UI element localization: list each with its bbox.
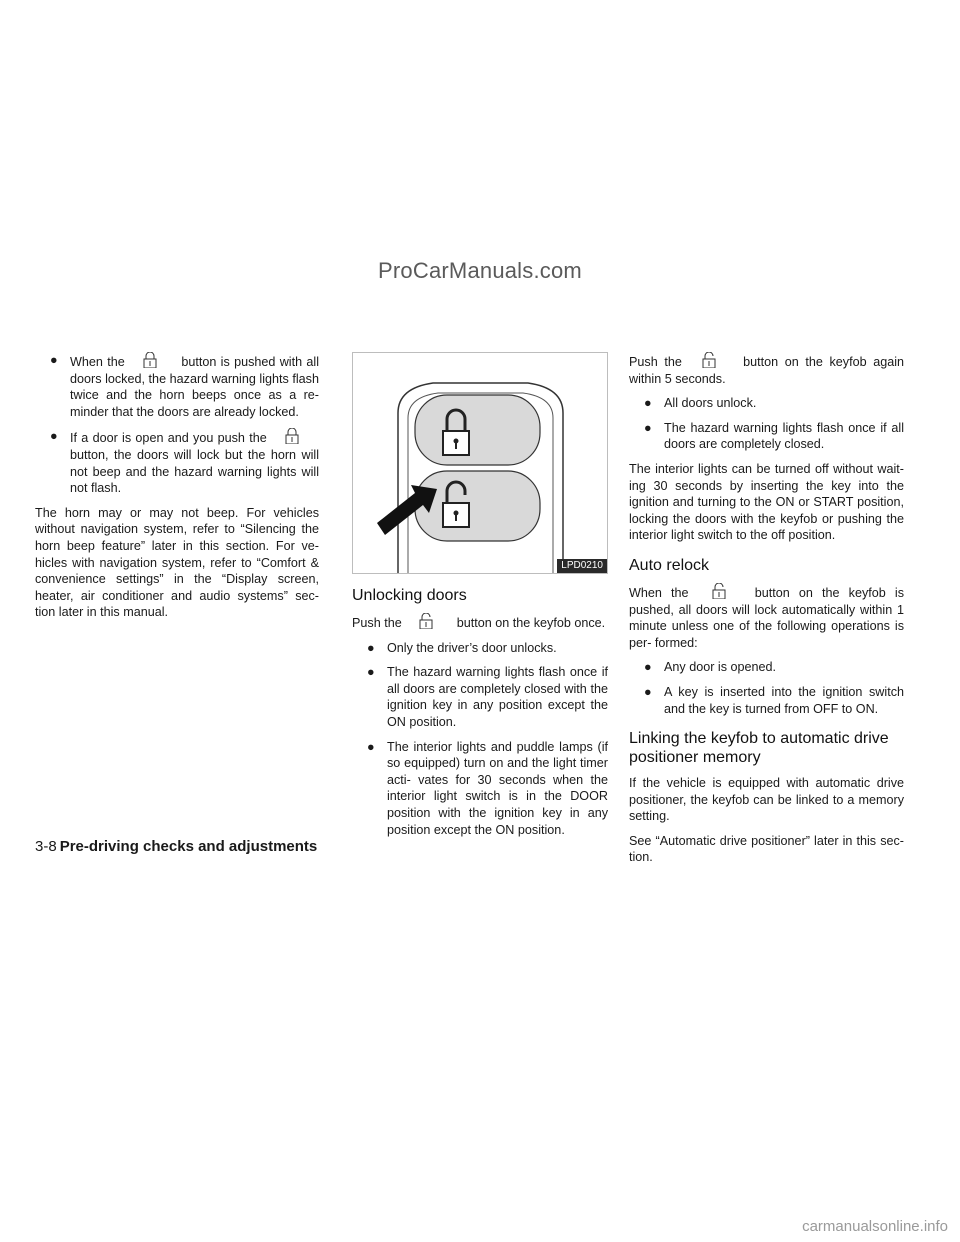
bullet-dot: ●: [367, 640, 375, 655]
bullet-dot: ●: [367, 665, 375, 680]
paragraph: Push the button on the keyfob once.: [352, 613, 608, 632]
bullet-dot: ●: [644, 660, 652, 675]
list-item: ● The interior lights and puddle lamps (if so equipped) turn on and the light timer acti- vates for 30 seconds when the interior light switch is in the DOOR position with the ignition key in any position except the ON position.: [367, 739, 608, 837]
watermark-bottom: carmanualsonline.info: [802, 1218, 948, 1235]
paragraph: See “Automatic drive positioner” later in this sec- tion.: [629, 833, 904, 865]
paragraph: Push the button on the keyfob again within 5 seconds.: [629, 352, 904, 387]
keyfob-figure: [352, 352, 608, 574]
heading-linking-keyfob: Linking the keyfob to automatic drive positioner memory: [629, 730, 889, 767]
column-3: [629, 352, 904, 874]
list-item: ● The hazard warning lights flash once if all doors are completely closed.: [644, 420, 904, 452]
keyfob-illustration: [353, 353, 607, 573]
heading-auto-relock: Auto relock: [629, 556, 710, 574]
page-footer: [35, 838, 317, 855]
column-1: [35, 352, 319, 629]
bullet-dot: ●: [644, 684, 652, 699]
section-title: Pre-driving checks and adjustments: [59, 838, 318, 855]
list-item: ● If a door is open and you push the button, the doors will lock but the horn will not beep and the hazard warning lights will not flash.: [50, 429, 319, 496]
watermark-top: ProCarManuals.com: [378, 258, 582, 283]
paragraph: The horn may or may not beep. For vehicles without navigation system, refer to “Silencing the horn beep feature” later in this section. For ve- hicles with navigation system, refer to “Comfort & convenience settings” in the “Display screen, heater, air conditioner and audio systems” sec- tion later in this manual.: [35, 505, 319, 620]
lock-icon: [137, 352, 163, 368]
list-item: ● All doors unlock.: [644, 396, 757, 411]
page-number: 3-8: [35, 838, 57, 855]
bullet-dot: ●: [50, 353, 58, 367]
list-item: ● The hazard warning lights flash once if all doors are completely closed with the ignition key in any position except the ON position.: [367, 665, 608, 729]
list-item: ● Any door is opened.: [644, 660, 777, 675]
bullet-dot: ●: [50, 429, 58, 444]
bullet-dot: ●: [644, 420, 652, 435]
heading-unlocking-doors: Unlocking doors: [352, 587, 467, 604]
list-item: ● A key is inserted into the ignition switch and the key is turned from OFF to ON.: [644, 684, 904, 716]
bullet-dot: ●: [367, 739, 375, 754]
paragraph: When the button on the keyfob is pushed, all doors will lock automatically within 1 minute unless one of the following operations is per- formed:: [629, 583, 904, 651]
bullet-dot: ●: [644, 396, 652, 411]
list-item: ● Only the driver’s door unlocks.: [367, 640, 557, 655]
unlock-icon: [706, 583, 732, 599]
unlock-icon: [413, 613, 439, 629]
paragraph: If the vehicle is equipped with automatic drive positioner, the keyfob can be linked to a memory setting.: [629, 776, 904, 824]
list-item: ● When the button is pushed with all doors locked, the hazard warning lights flash twice and the horn beeps once as a re- minder that the doors are already locked.: [50, 353, 320, 419]
paragraph: The interior lights can be turned off without wait- ing 30 seconds by inserting the key into the ignition and turning to the ON or START position, locking the doors with the keyfob or pushing the interior light switch to the off position.: [629, 461, 904, 543]
figure-label: LPD0210: [557, 559, 607, 573]
unlock-icon: [696, 352, 722, 368]
column-2: [352, 352, 608, 846]
lock-icon: [279, 428, 305, 444]
